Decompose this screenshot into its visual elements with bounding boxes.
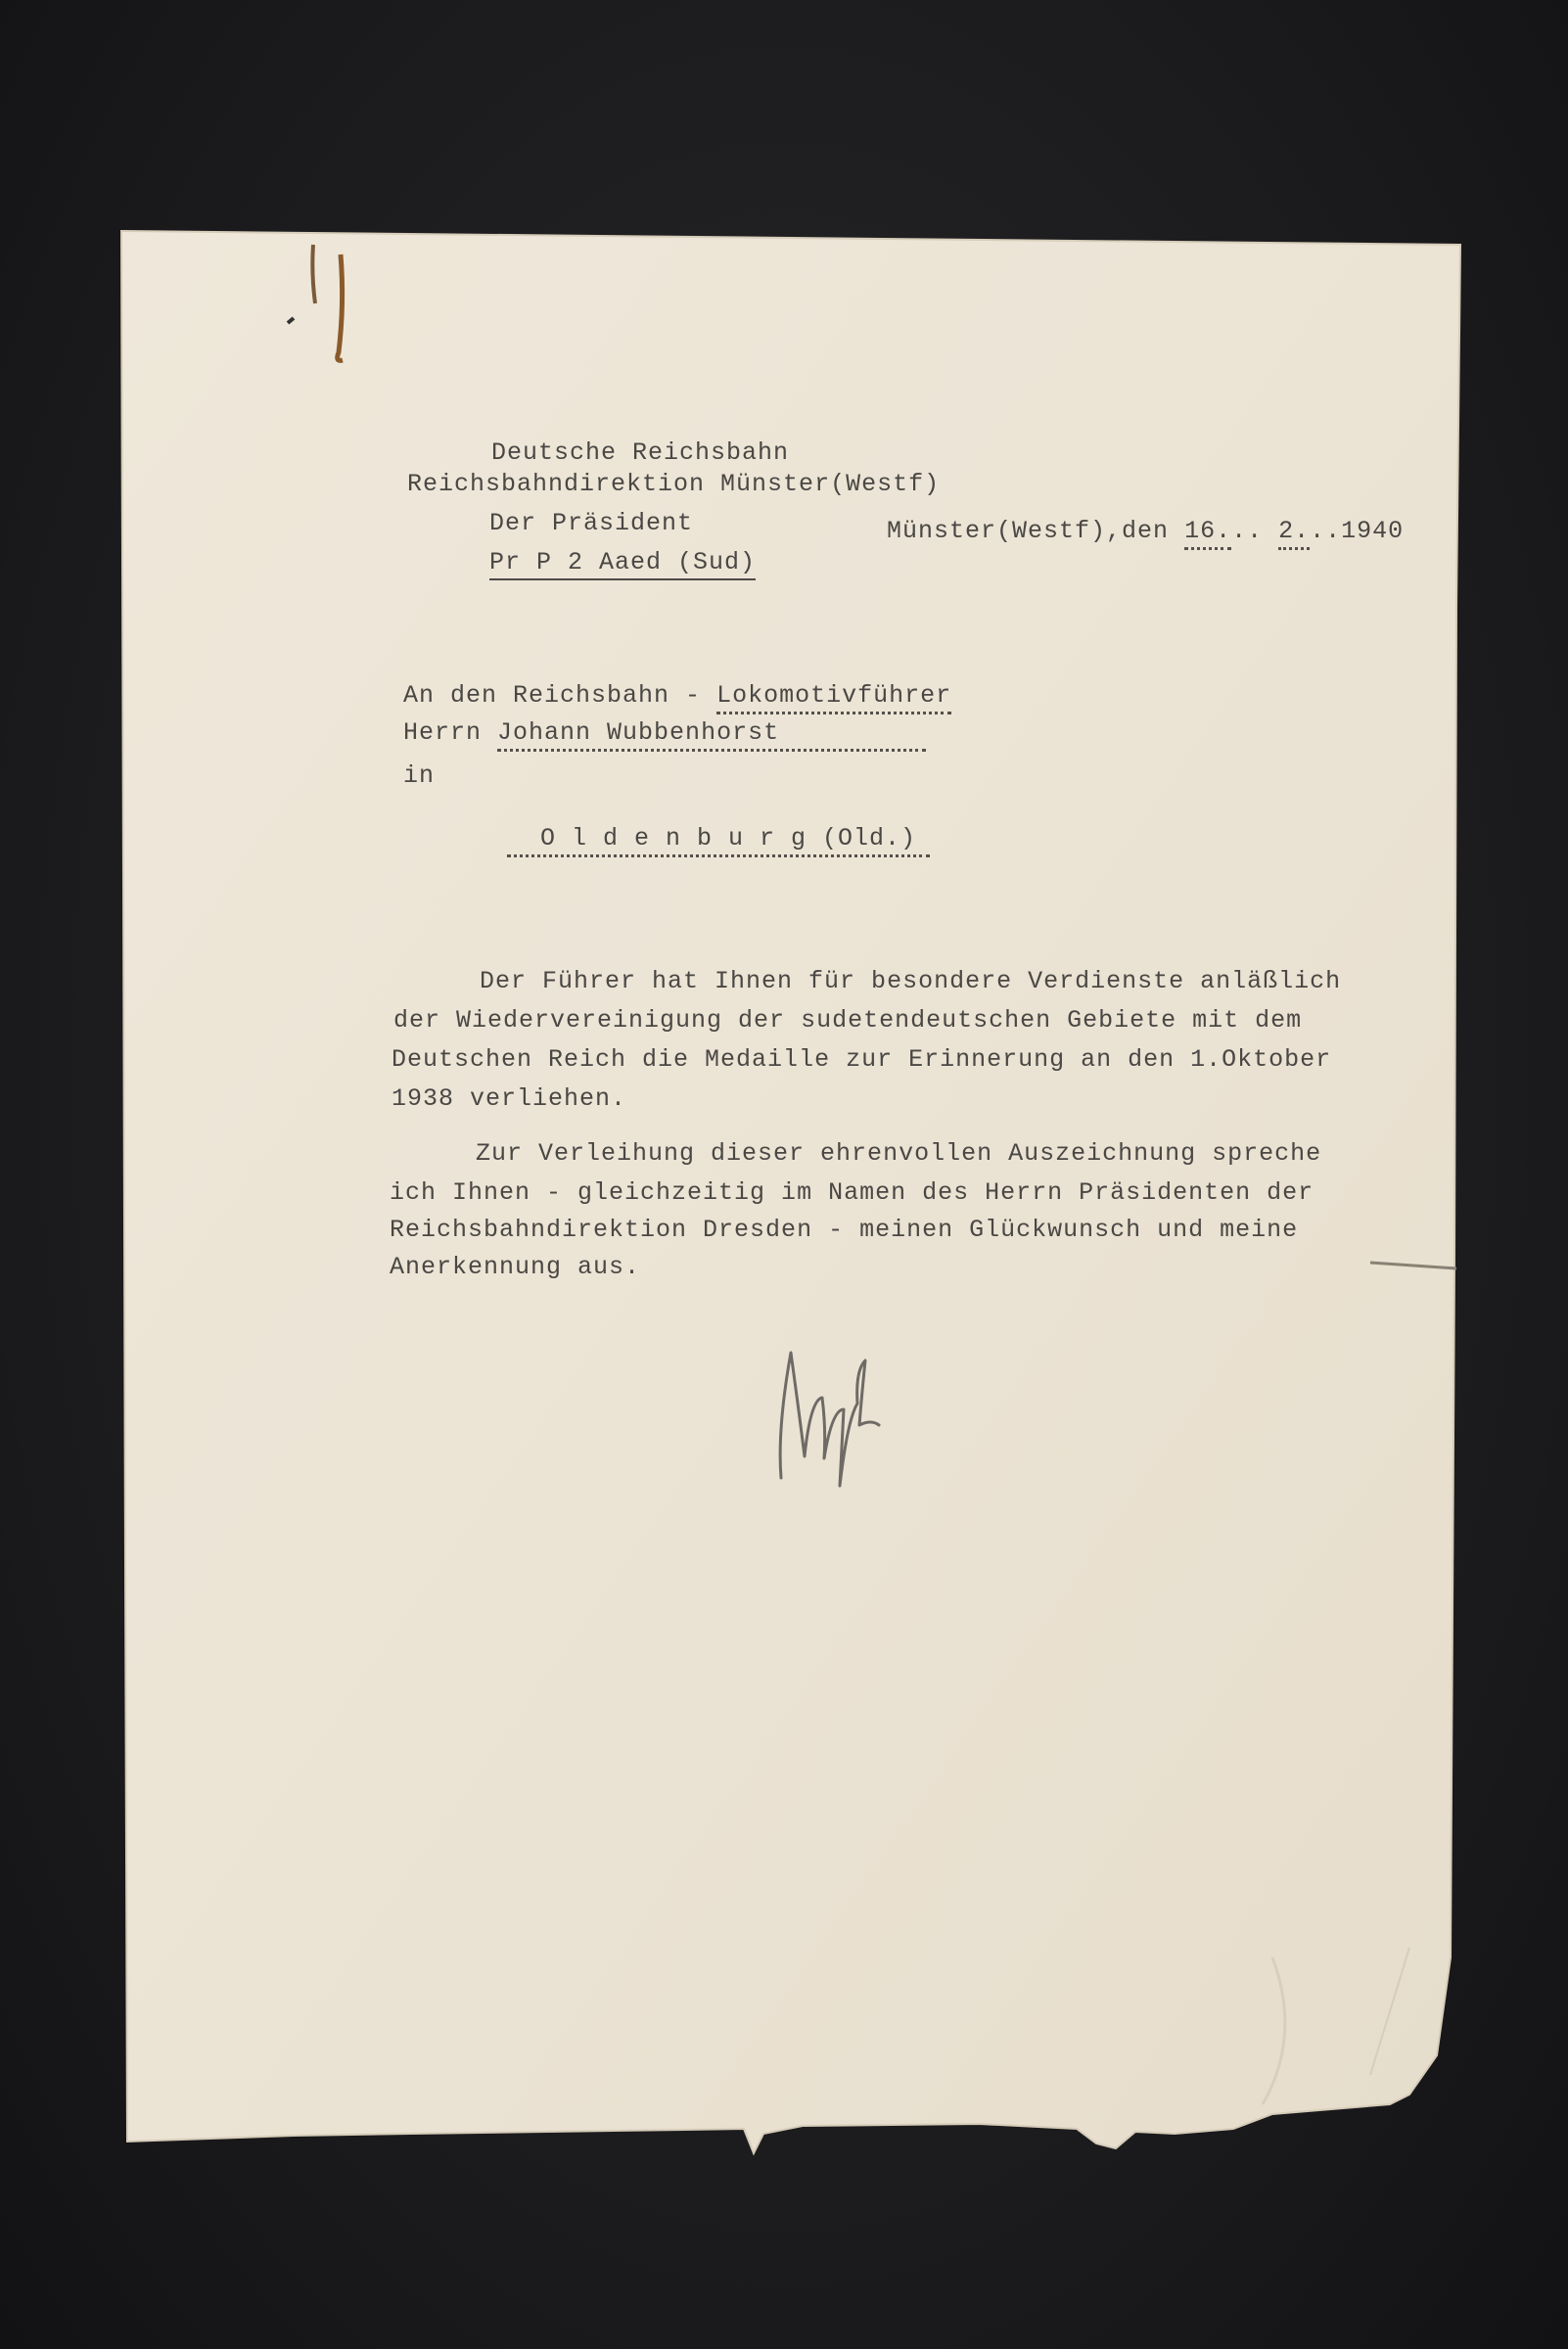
reference-number: Pr P 2 Aaed (Sud) bbox=[489, 548, 756, 580]
date-year: 1940 bbox=[1341, 517, 1405, 545]
address-line-2 bbox=[403, 718, 926, 747]
recipient-title: Lokomotivführer bbox=[716, 681, 951, 714]
signature-icon bbox=[763, 1341, 891, 1488]
pencil-mark-icon bbox=[284, 225, 362, 372]
place-date: Münster(Westf),den 16... 2...1940 bbox=[887, 517, 1404, 545]
body-line-7: Reichsbahndirektion Dresden - meinen Glückwunsch und meine bbox=[390, 1216, 1299, 1244]
address-in: in bbox=[403, 761, 436, 790]
letterhead-line-2: Reichsbahndirektion Münster(Westf) bbox=[407, 470, 941, 498]
date-day: 16. bbox=[1184, 517, 1231, 550]
address-prefix: An den Reichsbahn - bbox=[403, 681, 702, 710]
address-line-1 bbox=[403, 681, 951, 710]
body-line-6: ich Ihnen - gleichzeitig im Namen des Herrn Präsidenten der bbox=[390, 1178, 1314, 1207]
body-line-2: der Wiedervereinigung der sudetendeutschen Gebiete mit dem bbox=[393, 1006, 1303, 1035]
letterhead-line-1: Deutsche Reichsbahn bbox=[491, 438, 790, 467]
recipient-name: Johann Wubbenhorst bbox=[497, 718, 926, 752]
place-label: Münster(Westf),den bbox=[887, 517, 1170, 545]
body-line-1: Der Führer hat Ihnen für besondere Verdienste anläßlich bbox=[480, 967, 1342, 995]
recipient-city: O l d e n b u r g (Old.) bbox=[507, 824, 930, 857]
date-month: 2. bbox=[1278, 517, 1310, 550]
letterhead-line-3: Der Präsident bbox=[489, 509, 694, 537]
body-line-3: Deutschen Reich die Medaille zur Erinnerung an den 1.Oktober bbox=[392, 1045, 1332, 1074]
body-line-5: Zur Verleihung dieser ehrenvollen Auszeichnung spreche bbox=[476, 1139, 1322, 1168]
body-line-8: Anerkennung aus. bbox=[390, 1253, 641, 1281]
salutation: Herrn bbox=[403, 718, 483, 747]
body-line-4: 1938 verliehen. bbox=[392, 1084, 627, 1113]
